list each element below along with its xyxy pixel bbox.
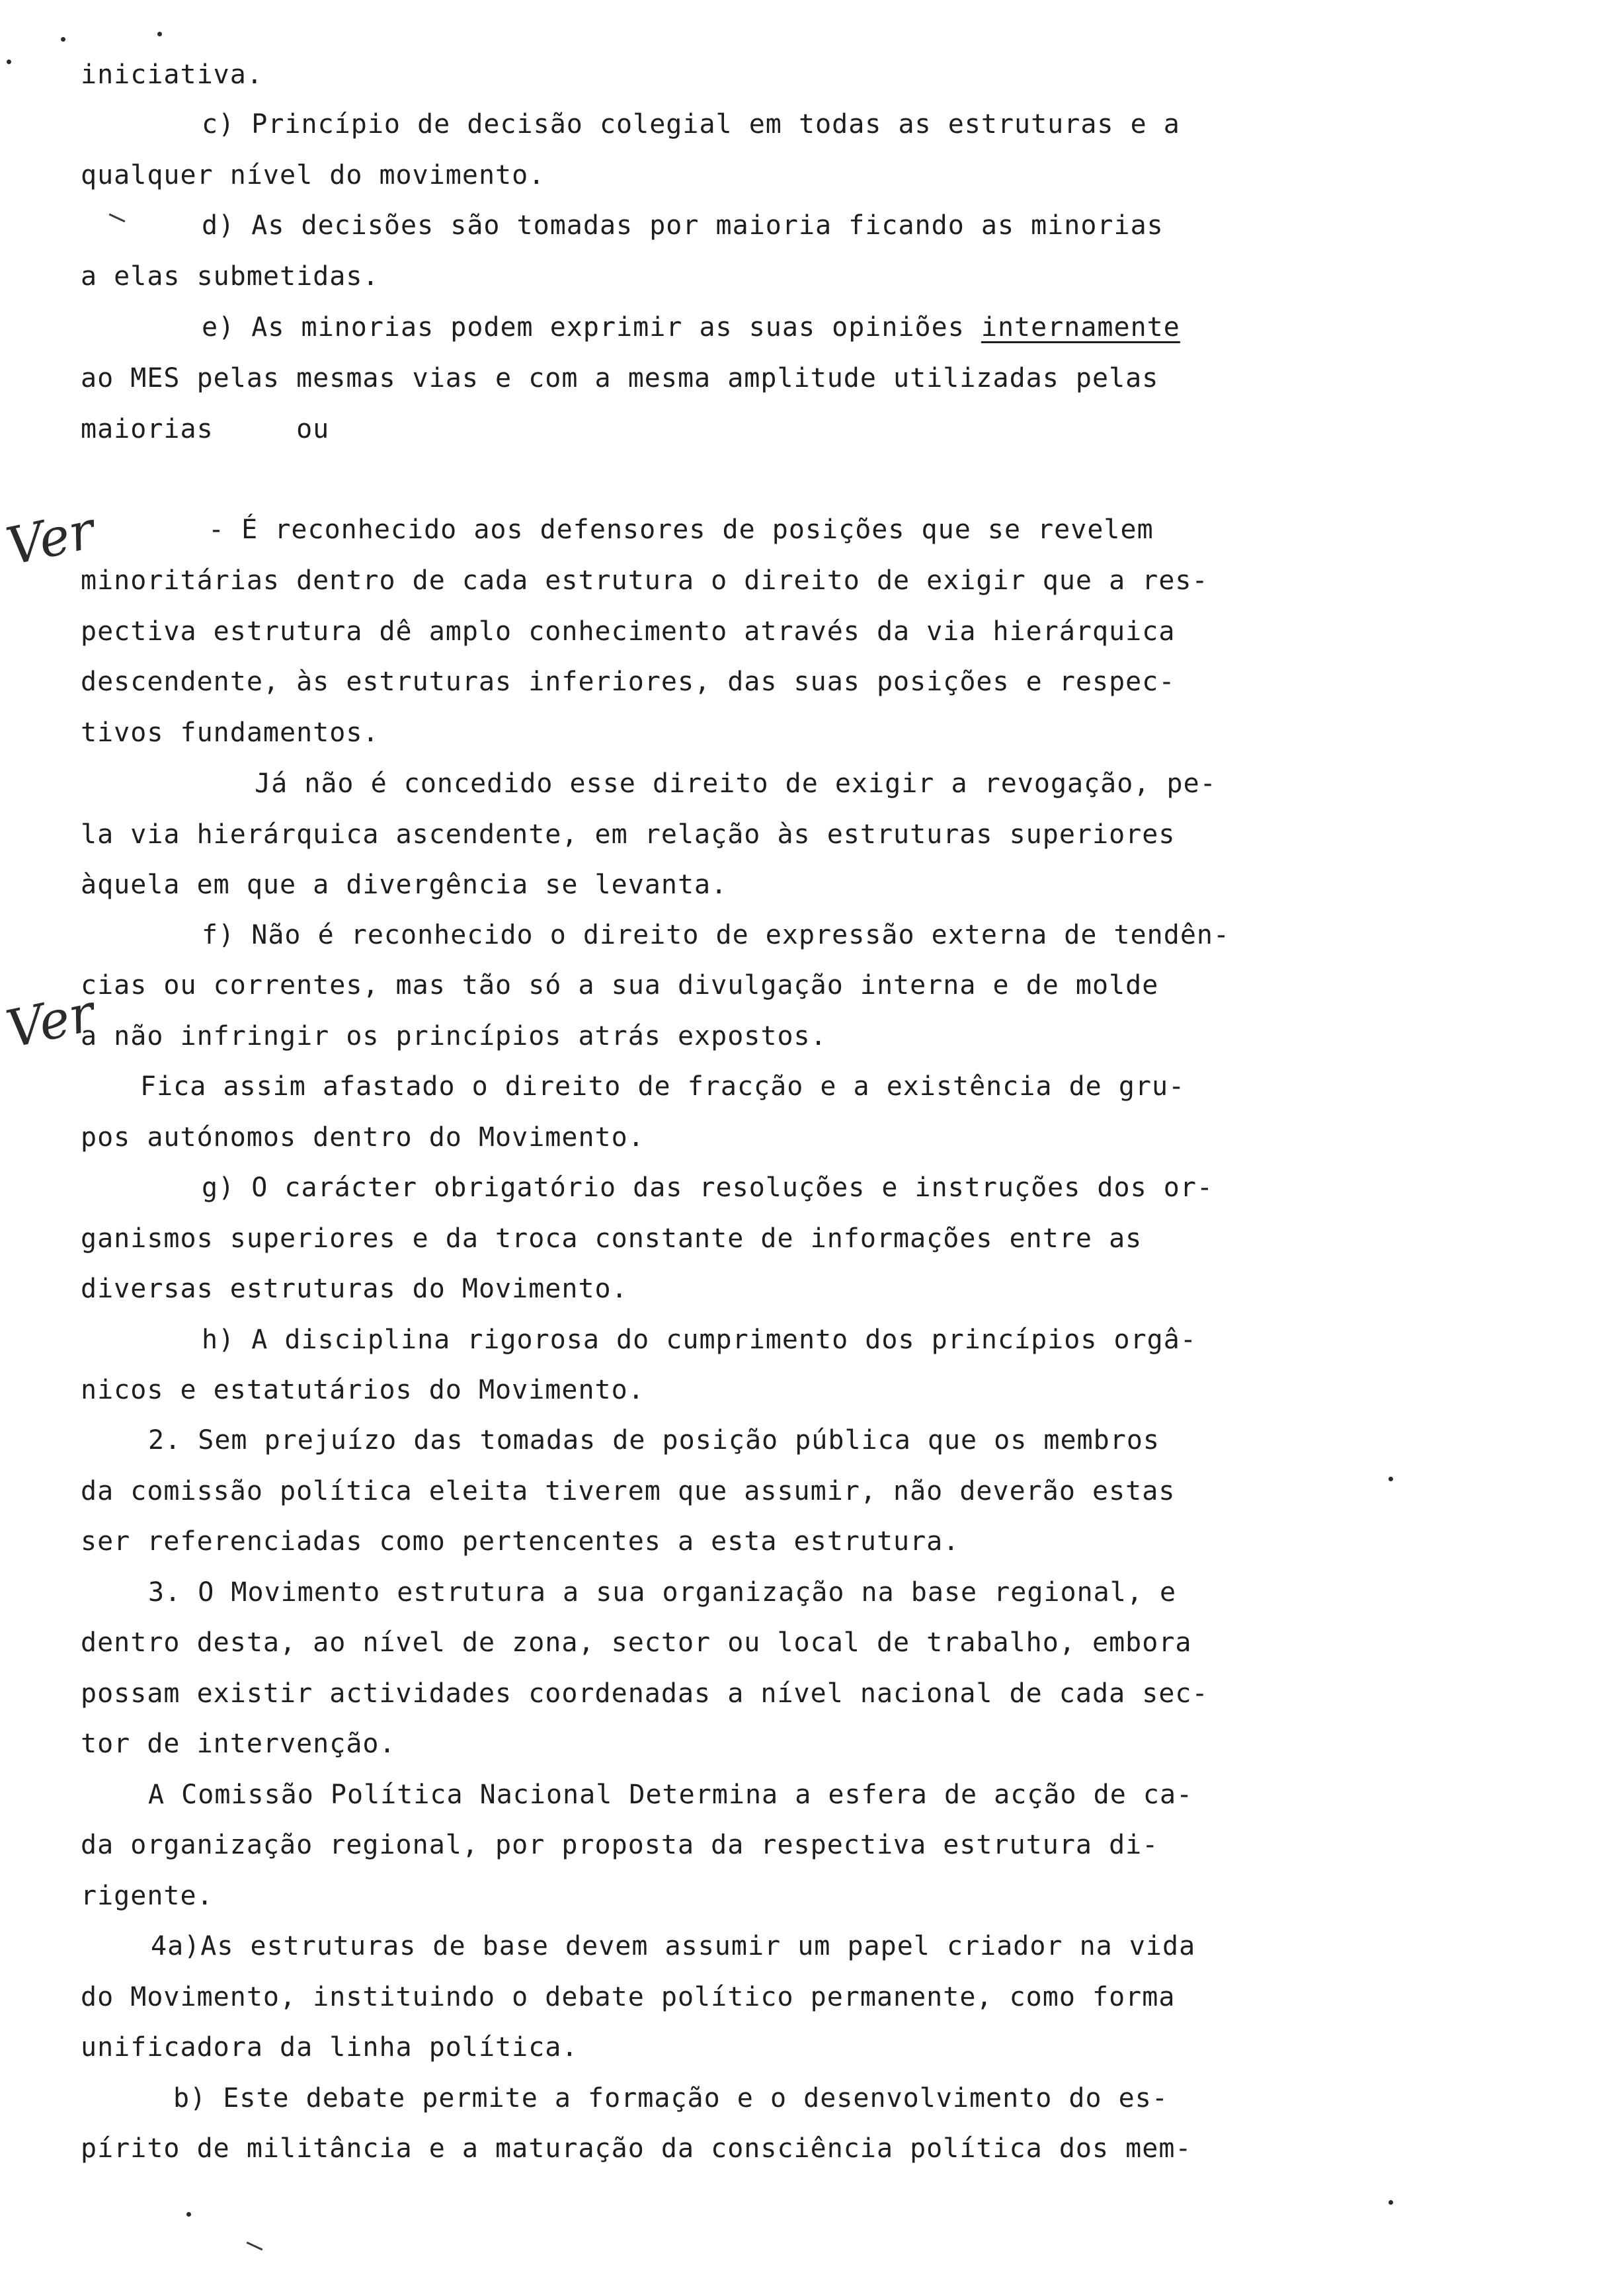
- text-line: qualquer nível do movimento.: [81, 160, 545, 190]
- text-line: diversas estruturas do Movimento.: [81, 1274, 628, 1304]
- text-line: a elas submetidas.: [81, 261, 380, 292]
- text-line: ao MES pelas mesmas vias e com a mesma amplitude utilizadas pelas: [81, 363, 1159, 393]
- scan-speck: [1388, 2200, 1393, 2205]
- text-line: àquela em que a divergência se levanta.: [81, 870, 728, 900]
- text-line: 2. Sem prejuízo das tomadas de posição pública que os membros: [148, 1425, 1160, 1456]
- text-line: g) O carácter obrigatório das resoluções e instruções dos or-: [202, 1172, 1214, 1203]
- text-line: descendente, às estruturas inferiores, das suas posições e respec-: [81, 667, 1176, 697]
- text-line: ganismos superiores e da troca constante de informações entre as: [81, 1223, 1143, 1254]
- text-line: a não infringir os princípios atrás expostos.: [81, 1021, 827, 1051]
- text-line: c) Princípio de decisão colegial em todas as estruturas e a: [202, 109, 1180, 140]
- text-line: Já não é concedido esse direito de exigir a revogação, pe-: [255, 768, 1217, 799]
- text-line: b) Este debate permite a formação e o desenvolvimento do es-: [173, 2083, 1168, 2113]
- scan-speck: [61, 37, 65, 42]
- scan-speck: [186, 2212, 191, 2217]
- text-line: da organização regional, por proposta da respectiva estrutura di-: [81, 1830, 1159, 1860]
- text-line: da comissão política eleita tiverem que assumir, não deverão estas: [81, 1476, 1176, 1506]
- scan-speck: [7, 60, 11, 64]
- text-segment: e) As minorias podem exprimir as suas opiniões: [202, 312, 981, 343]
- text-line: [202, 311, 1180, 344]
- text-line: pos autónomos dentro do Movimento.: [81, 1122, 645, 1153]
- scan-speck: [157, 32, 162, 36]
- text-line: iniciativa.: [81, 60, 263, 90]
- scan-mark: [247, 2242, 263, 2251]
- underlined-word: internamente: [981, 312, 1180, 343]
- text-line: tivos fundamentos.: [81, 718, 380, 748]
- text-line: pírito de militância e a maturação da consciência política dos mem-: [81, 2133, 1192, 2164]
- text-line: 4a)As estruturas de base devem assumir um papel criador na vida: [151, 1931, 1196, 1961]
- text-line: A Comissão Política Nacional Determina a esfera de acção de ca-: [148, 1780, 1193, 1810]
- text-line: la via hierárquica ascendente, em relação às estruturas superiores: [81, 819, 1176, 850]
- text-line: rigente.: [81, 1881, 214, 1911]
- text-line: h) A disciplina rigorosa do cumprimento dos princípios orgâ-: [202, 1325, 1197, 1355]
- text-line: dentro desta, ao nível de zona, sector ou local de trabalho, embora: [81, 1627, 1192, 1658]
- handwritten-margin-note: Ver: [1, 501, 100, 577]
- text-line: f) Não é reconhecido o direito de expressão externa de tendên-: [202, 920, 1230, 950]
- text-line: do Movimento, instituindo o debate político permanente, como forma: [81, 1982, 1176, 2012]
- text-line: ser referenciadas como pertencentes a esta estrutura.: [81, 1526, 960, 1557]
- text-line: pectiva estrutura dê amplo conhecimento através da via hierárquica: [81, 616, 1176, 647]
- text-line: 3. O Movimento estrutura a sua organização na base regional, e: [148, 1577, 1177, 1608]
- text-line: cias ou correntes, mas tão só a sua divulgação interna e de molde: [81, 970, 1159, 1001]
- text-line: nicos e estatutários do Movimento.: [81, 1375, 645, 1405]
- text-line: d) As decisões são tomadas por maioria ficando as minorias: [202, 210, 1164, 241]
- text-line: minoritárias dentro de cada estrutura o direito de exigir que a res-: [81, 565, 1209, 596]
- handwritten-margin-note: Ver: [1, 983, 100, 1060]
- text-line: - É reconhecido aos defensores de posições que se revelem: [208, 514, 1154, 545]
- text-line: maiorias ou: [81, 414, 330, 444]
- text-line: tor de intervenção.: [81, 1729, 396, 1759]
- scan-speck: [1388, 1477, 1393, 1481]
- text-line: unificadora da linha política.: [81, 2032, 579, 2063]
- scan-mark: [109, 214, 126, 223]
- text-line: Fica assim afastado o direito de fracção e a existência de gru-: [140, 1071, 1186, 1102]
- text-line: possam existir actividades coordenadas a nível nacional de cada sec-: [81, 1678, 1209, 1709]
